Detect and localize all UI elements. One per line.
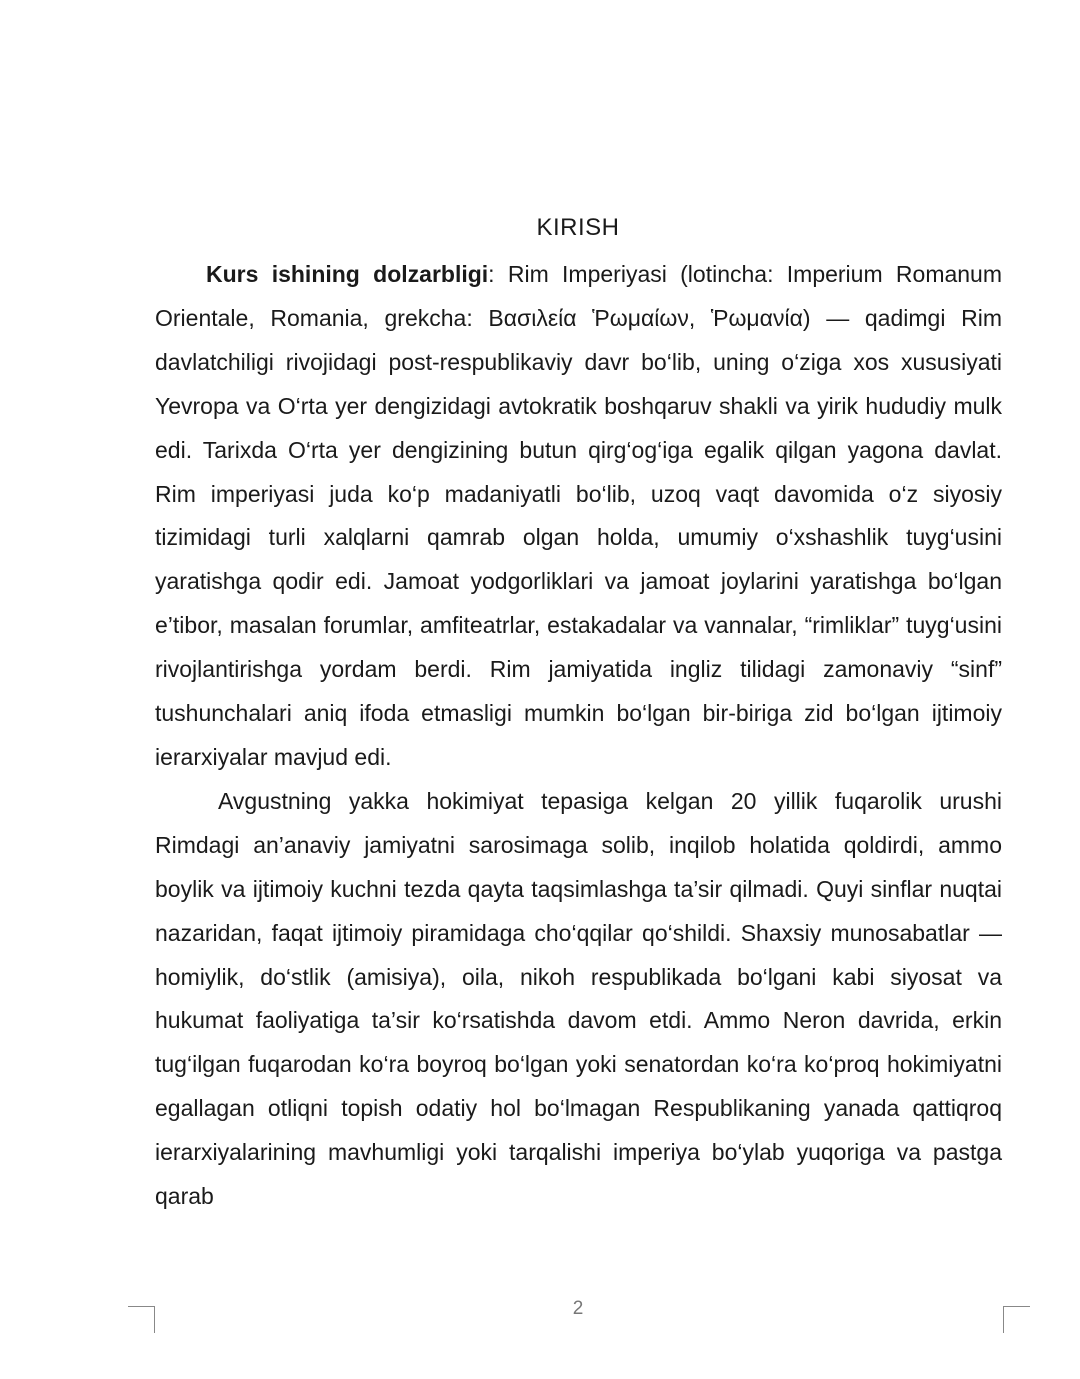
- paragraph-lead: Kurs ishining dolzarbligi: [206, 261, 489, 287]
- body-text: [155, 253, 1002, 1219]
- paragraph-1-text: Rim Imperiyasi (lotincha: Imperium Romanum Orientale, Romania, grekcha: Βασιλεία Ῥωμαίων, Ῥωμανία) — qadimgi Rim davlatchiligi rivojidagi post-respublikaviy davr bo‘lib, uning o‘ziga xos xususiyati Yevropa va O‘rta yer dengizidagi avtokratik boshqaruv shakli va yirik hududiy mulk edi. Tarixda O‘rta yer dengizining butun qirg‘og‘iga egalik qilgan yagona davlat. Rim imperiyasi juda ko‘p madaniyatli bo‘lib, uzoq vaqt davomida o‘z siyosiy tizimidagi turli xalqlarni qamrab olgan holda, umumiy o‘xshashlik tuyg‘usini yaratishga qodir edi. Jamoat yodgorliklari va jamoat joylarini yaratishga bo‘lgan e’tibor, masalan forumlar, amfiteatrlar, estakadalar va vannalar, “rimliklar” tuyg‘usini rivojlantirishga yordam berdi. Rim jamiyatida ingliz tilidagi zamonaviy “sinf” tushunchalari aniq ifoda etmasligi mumkin bo‘lgan bir-biriga zid bo‘lgan ijtimoiy ierarxiyalar mavjud edi.: [155, 261, 1003, 770]
- page-number: 2: [572, 1298, 584, 1319]
- margin-corner-mark-right: [1003, 1306, 1030, 1333]
- paragraph-lead-separator: :: [488, 261, 495, 287]
- paragraph-2-text: Avgustning yakka hokimiyat tepasiga kelgan 20 yillik fuqarolik urushi Rimdagi an’anaviy jamiyatni sarosimaga solib, inqilob holatida qoldirdi, ammo boylik va ijtimoiy kuchni tezda qayta taqsimlashga ta’sir qilmadi. Quyi sinflar nuqtai nazaridan, faqat ijtimoiy piramidaga cho‘qqilar qo‘shildi. Shaxsiy munosabatlar — homiylik, do‘stlik (amisiya), oila, nikoh respublikada bo‘lgani kabi siyosat va hukumat faoliyatiga ta’sir ko‘rsatishda davom etdi. Ammo Neron davrida, erkin tug‘ilgan fuqarodan ko‘ra boyroq bo‘lgan yoki senatordan ko‘ra ko‘proq hokimiyatni egallagan otliqni topish odatiy hol bo‘lmagan Respublikaning yanada qattiqroq ierarxiyalarining mavhumligi yoki tarqalishi imperiya bo‘ylab yuqoriga va pastga qarab: [155, 787, 1002, 1210]
- page-title: KIRISH: [536, 214, 620, 241]
- paragraph-2: [155, 780, 1002, 1219]
- margin-corner-mark-left: [128, 1306, 155, 1333]
- paragraph-1: [155, 253, 1002, 780]
